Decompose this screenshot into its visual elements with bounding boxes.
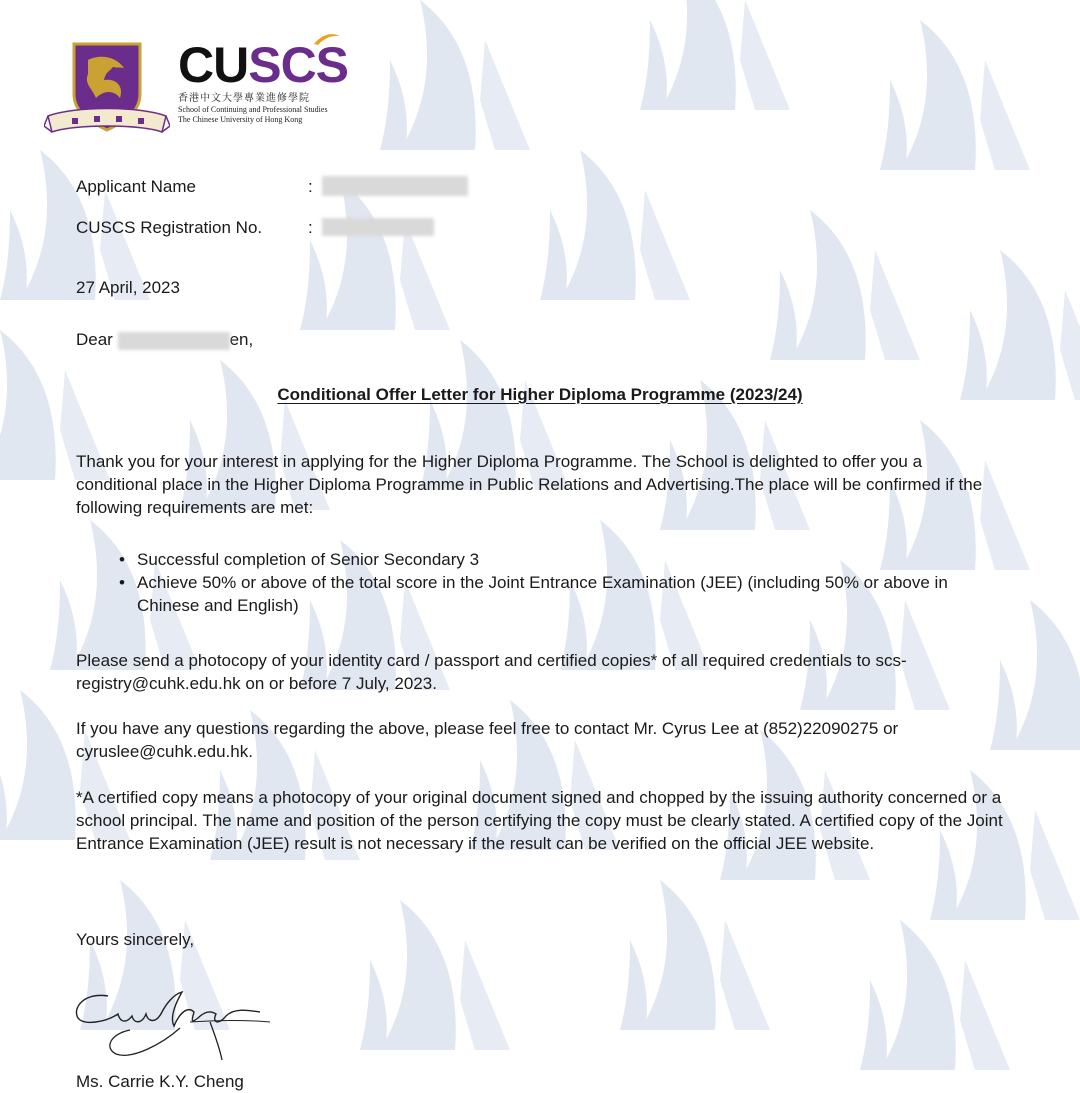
closing: Yours sincerely, — [76, 930, 195, 949]
bullet-icon: • — [119, 573, 125, 592]
requirement-item: • Successful completion of Senior Secondary 3 — [119, 550, 480, 569]
registration-no-label: CUSCS Registration No. — [76, 218, 263, 237]
cuscs-wordmark — [178, 38, 358, 92]
requirements-list — [76, 548, 1006, 617]
salutation-prefix: Dear — [76, 330, 118, 349]
applicant-name-redacted — [322, 176, 468, 196]
brand-cu: CU — [178, 37, 249, 93]
cuscs-brand — [178, 38, 358, 125]
intro-paragraph: Thank you for your interest in applying for the Higher Diploma Programme. The School is delighted to offer you a conditional place in the Higher Diploma Programme in Public Relations and Advertising.The place will be confirmed if the following requirements are met: — [76, 452, 983, 517]
letter-title: Conditional Offer Letter for Higher Diploma Programme (2023/24) — [277, 385, 803, 404]
signatory-name: Ms. Carrie K.Y. Cheng — [76, 1072, 244, 1091]
swoosh-icon — [312, 32, 342, 46]
letter-date: 27 April, 2023 — [76, 278, 180, 297]
documents-paragraph: Please send a photocopy of your identity card / passport and certified copies* of all required credentials to scs-registry@cuhk.edu.hk on or before 7 July, 2023. — [76, 651, 907, 693]
handwritten-signature — [70, 982, 280, 1062]
english-university-name: The Chinese University of Hong Kong — [178, 115, 303, 124]
chinese-school-name: 香港中文大學專業進修學院 — [178, 93, 310, 104]
certified-copy-footnote: *A certified copy means a photocopy of your original document signed and chopped by the issuing authority concerned or a school principal. The name and position of the person certifying the copy must be clearly stated. A certified copy of the Joint Entrance Examination (JEE) result is not necessary if the result can be verified on the official JEE website. — [76, 788, 1003, 853]
requirement-item: • Achieve 50% or above of the total score in the Joint Entrance Examination (JEE) (including 50% or above in Chinese and English) — [119, 573, 948, 615]
english-school-name: School of Continuing and Professional Studies — [178, 105, 328, 114]
cuhk-crest-logo — [44, 40, 170, 140]
contact-paragraph: If you have any questions regarding the above, please feel free to contact Mr. Cyrus Lee at (852)22090275 or cyruslee@cuhk.edu.hk. — [76, 719, 899, 761]
brand-scs: SCS — [248, 37, 349, 93]
salutation — [76, 328, 253, 351]
applicant-name-sep: : — [308, 177, 313, 196]
bullet-icon: • — [119, 550, 125, 569]
registration-no-sep: : — [308, 218, 313, 237]
registration-no-redacted — [322, 218, 434, 236]
salutation-suffix: en, — [229, 330, 254, 349]
applicant-name-label: Applicant Name — [76, 177, 197, 196]
recipient-name-redacted — [118, 332, 230, 350]
